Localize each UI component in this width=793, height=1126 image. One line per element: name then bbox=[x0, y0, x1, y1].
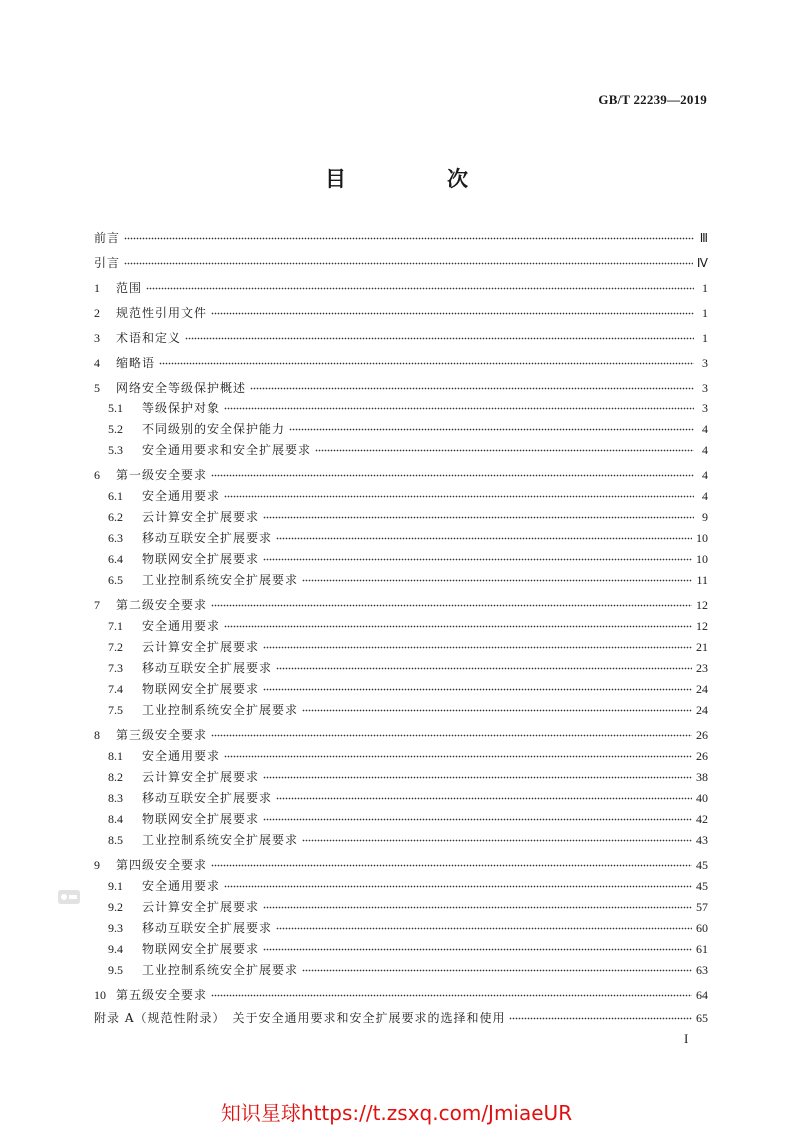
toc-leader-dots bbox=[224, 401, 694, 413]
toc-entry-page: 1 bbox=[702, 281, 708, 295]
toc-entry-title: 安全通用要求 bbox=[142, 619, 221, 633]
toc-leader-dots bbox=[124, 231, 694, 243]
toc-entry-number: 7.3 bbox=[108, 661, 123, 675]
toc-entry-title: 云计算安全扩展要求 bbox=[142, 640, 260, 654]
toc-entry-page: 4 bbox=[702, 422, 708, 436]
toc-entry-page: 9 bbox=[702, 510, 708, 524]
toc-entry[interactable] bbox=[108, 769, 708, 785]
toc-entry-page: 57 bbox=[696, 900, 708, 914]
toc-entry-page: 12 bbox=[696, 619, 708, 633]
toc-entry[interactable] bbox=[94, 467, 708, 483]
toc-leader-dots bbox=[276, 921, 692, 933]
toc-entry-title: 第四级安全要求 bbox=[116, 858, 208, 872]
toc-entry-title: 物联网安全扩展要求 bbox=[142, 682, 260, 696]
toc-leader-dots bbox=[263, 552, 692, 564]
toc-entry[interactable] bbox=[108, 811, 708, 827]
toc-entry-number: 3 bbox=[94, 331, 100, 345]
toc-entry-title: 第一级安全要求 bbox=[116, 468, 208, 482]
toc-entry[interactable] bbox=[94, 987, 708, 1003]
toc-entry[interactable] bbox=[108, 551, 708, 567]
toc-entry-number: 8.5 bbox=[108, 833, 123, 847]
toc-entry-page: 64 bbox=[696, 988, 708, 1002]
toc-entry[interactable] bbox=[94, 280, 708, 296]
toc-entry-title: 不同级别的安全保护能力 bbox=[142, 422, 286, 436]
toc-entry-number: 7.1 bbox=[108, 619, 123, 633]
toc-entry-title: 第五级安全要求 bbox=[116, 988, 208, 1002]
toc-entry-title: 移动互联安全扩展要求 bbox=[142, 531, 273, 545]
toc-entry-number: 6.5 bbox=[108, 573, 123, 587]
toc-entry[interactable] bbox=[94, 727, 708, 743]
toc-entry-number: 7.4 bbox=[108, 682, 123, 696]
toc-entry-page: 45 bbox=[696, 879, 708, 893]
toc-entry[interactable] bbox=[108, 702, 708, 718]
toc-entry[interactable] bbox=[94, 380, 708, 396]
toc-entry-number: 6.3 bbox=[108, 531, 123, 545]
toc-leader-dots bbox=[315, 443, 694, 455]
toc-leader-dots bbox=[146, 281, 694, 293]
toc-entry-number: 8.4 bbox=[108, 812, 123, 826]
toc-entry-page: 10 bbox=[696, 552, 708, 566]
toc-entry-page: 65 bbox=[696, 1011, 708, 1025]
toc-entry[interactable] bbox=[108, 748, 708, 764]
toc-leader-dots bbox=[302, 573, 692, 585]
toc-entry-number: 1 bbox=[94, 281, 100, 295]
toc-entry-title: 工业控制系统安全扩展要求 bbox=[142, 703, 299, 717]
toc-entry-title: 附录 A（规范性附录） 关于安全通用要求和安全扩展要求的选择和使用 bbox=[94, 1011, 506, 1025]
toc-entry[interactable] bbox=[94, 1010, 708, 1026]
toc-entry-page: 45 bbox=[696, 858, 708, 872]
toc-entry-title: 物联网安全扩展要求 bbox=[142, 812, 260, 826]
toc-leader-dots bbox=[250, 381, 694, 393]
toc-entry[interactable] bbox=[94, 857, 708, 873]
toc-entry-number: 6.4 bbox=[108, 552, 123, 566]
toc-entry-title: 移动互联安全扩展要求 bbox=[142, 791, 273, 805]
toc-entry-title: 安全通用要求和安全扩展要求 bbox=[142, 443, 312, 457]
standard-code: GB/T 22239—2019 bbox=[598, 92, 707, 107]
toc-entry-page: Ⅳ bbox=[696, 256, 708, 270]
toc-leader-dots bbox=[289, 422, 694, 434]
toc-entry[interactable] bbox=[94, 305, 708, 321]
toc-entry[interactable] bbox=[108, 832, 708, 848]
toc-entry-page: 21 bbox=[696, 640, 708, 654]
toc-entry-title: 工业控制系统安全扩展要求 bbox=[142, 963, 299, 977]
toc-entry-page: 1 bbox=[702, 306, 708, 320]
toc-leader-dots bbox=[211, 306, 694, 318]
toc-leader-dots bbox=[159, 356, 694, 368]
toc-entry-page: 42 bbox=[696, 812, 708, 826]
toc-leader-dots bbox=[276, 661, 692, 673]
toc-leader-dots bbox=[263, 510, 694, 522]
toc-entry-title: 云计算安全扩展要求 bbox=[142, 510, 260, 524]
toc-entry-title: 物联网安全扩展要求 bbox=[142, 942, 260, 956]
toc-entry-number: 7.2 bbox=[108, 640, 123, 654]
toc-entry-page: 23 bbox=[696, 661, 708, 675]
toc-entry-title: 术语和定义 bbox=[116, 331, 182, 345]
toc-entry-title: 云计算安全扩展要求 bbox=[142, 770, 260, 784]
toc-entry-page: 3 bbox=[702, 381, 708, 395]
toc-entry[interactable] bbox=[108, 790, 708, 806]
toc-entry-page: 4 bbox=[702, 489, 708, 503]
toc-entry-number: 7 bbox=[94, 598, 100, 612]
toc-entry-title: 网络安全等级保护概述 bbox=[116, 381, 247, 395]
toc-entry-title: 云计算安全扩展要求 bbox=[142, 900, 260, 914]
toc-leader-dots bbox=[263, 682, 692, 694]
toc-entry[interactable] bbox=[108, 660, 708, 676]
toc-leader-dots bbox=[263, 812, 692, 824]
toc-entry-number: 8.3 bbox=[108, 791, 123, 805]
toc-entry-page: 24 bbox=[696, 703, 708, 717]
toc-leader-dots bbox=[276, 531, 692, 543]
toc-leader-dots bbox=[211, 988, 692, 1000]
toc-leader-dots bbox=[185, 331, 694, 343]
toc-entry[interactable] bbox=[108, 639, 708, 655]
toc-entry-page: 40 bbox=[696, 791, 708, 805]
toc-leader-dots bbox=[509, 1011, 692, 1023]
toc-entry-number: 9.2 bbox=[108, 900, 123, 914]
toc-entry[interactable] bbox=[108, 878, 708, 894]
toc-entry-page: 26 bbox=[696, 728, 708, 742]
toc-leader-dots bbox=[211, 468, 694, 480]
side-logo-mark bbox=[58, 890, 80, 904]
toc-leader-dots bbox=[263, 770, 692, 782]
toc-leader-dots bbox=[224, 489, 694, 501]
toc-entry-title: 工业控制系统安全扩展要求 bbox=[142, 833, 299, 847]
toc-leader-dots bbox=[211, 728, 692, 740]
toc-entry[interactable] bbox=[108, 421, 708, 437]
toc-entry-number: 5.1 bbox=[108, 401, 123, 415]
toc-entry-number: 9.3 bbox=[108, 921, 123, 935]
toc-leader-dots bbox=[263, 942, 692, 954]
toc-entry[interactable] bbox=[108, 530, 708, 546]
toc-entry-title: 工业控制系统安全扩展要求 bbox=[142, 573, 299, 587]
toc-entry-title: 移动互联安全扩展要求 bbox=[142, 661, 273, 675]
toc-entry-page: 61 bbox=[696, 942, 708, 956]
page-number: I bbox=[684, 1031, 689, 1046]
toc-entry-title: 安全通用要求 bbox=[142, 749, 221, 763]
toc-leader-dots bbox=[263, 900, 692, 912]
toc-leader-dots bbox=[211, 858, 692, 870]
toc-entry-title: 等级保护对象 bbox=[142, 401, 221, 415]
toc-entry-number: 9 bbox=[94, 858, 100, 872]
toc-entry[interactable] bbox=[94, 597, 708, 613]
toc-entry-number: 8.1 bbox=[108, 749, 123, 763]
toc-entry-number: 2 bbox=[94, 306, 100, 320]
toc-entry-title: 前言 bbox=[94, 231, 121, 245]
toc-entry-number: 5.2 bbox=[108, 422, 123, 436]
toc-entry-title: 移动互联安全扩展要求 bbox=[142, 921, 273, 935]
toc-entry-title: 缩略语 bbox=[116, 356, 156, 370]
toc-entry-page: 1 bbox=[702, 331, 708, 345]
toc-entry-page: 4 bbox=[702, 468, 708, 482]
toc-entry-title: 物联网安全扩展要求 bbox=[142, 552, 260, 566]
toc-entry-page: 24 bbox=[696, 682, 708, 696]
toc-entry[interactable] bbox=[108, 899, 708, 915]
toc-entry-number: 7.5 bbox=[108, 703, 123, 717]
toc-leader-dots bbox=[302, 963, 692, 975]
toc-entry-number: 5.3 bbox=[108, 443, 123, 457]
toc-leader-dots bbox=[302, 703, 692, 715]
toc-entry[interactable] bbox=[108, 941, 708, 957]
toc-entry-number: 4 bbox=[94, 356, 100, 370]
toc-entry-number: 8 bbox=[94, 728, 100, 742]
toc-entry-title: 规范性引用文件 bbox=[116, 306, 208, 320]
toc-leader-dots bbox=[276, 791, 692, 803]
toc-entry-number: 6.2 bbox=[108, 510, 123, 524]
toc-entry-page: 4 bbox=[702, 443, 708, 457]
toc-entry-number: 9.4 bbox=[108, 942, 123, 956]
toc-entry-page: 3 bbox=[702, 401, 708, 415]
toc-entry[interactable] bbox=[108, 681, 708, 697]
toc-entry-page: 38 bbox=[696, 770, 708, 784]
toc-entry-title: 第二级安全要求 bbox=[116, 598, 208, 612]
toc-entry[interactable] bbox=[108, 618, 708, 634]
toc-entry-title: 范围 bbox=[116, 281, 143, 295]
toc-entry-number: 8.2 bbox=[108, 770, 123, 784]
toc-entry-title: 安全通用要求 bbox=[142, 879, 221, 893]
toc-entry-number: 10 bbox=[94, 988, 106, 1002]
toc-entry[interactable] bbox=[94, 230, 708, 246]
watermark-link[interactable]: 知识星球https://t.zsxq.com/JmiaeUR bbox=[220, 1101, 573, 1125]
toc-entry-title: 引言 bbox=[94, 256, 121, 270]
toc-entry-page: 26 bbox=[696, 749, 708, 763]
toc-entry-page: 63 bbox=[696, 963, 708, 977]
toc-entry-number: 9.1 bbox=[108, 879, 123, 893]
toc-leader-dots bbox=[224, 619, 692, 631]
toc-leader-dots bbox=[263, 640, 692, 652]
toc-entry[interactable] bbox=[108, 488, 708, 504]
toc-entry-title: 第三级安全要求 bbox=[116, 728, 208, 742]
toc-entry-page: 10 bbox=[696, 531, 708, 545]
toc-entry-page: 3 bbox=[702, 356, 708, 370]
toc-entry-page: 43 bbox=[696, 833, 708, 847]
toc-leader-dots bbox=[224, 749, 692, 761]
toc-entry[interactable] bbox=[108, 962, 708, 978]
toc-entry[interactable] bbox=[108, 509, 708, 525]
toc-entry-number: 9.5 bbox=[108, 963, 123, 977]
toc-leader-dots bbox=[211, 598, 692, 610]
toc-entry-title: 安全通用要求 bbox=[142, 489, 221, 503]
toc-entry-number: 6.1 bbox=[108, 489, 123, 503]
toc-entry-page: 12 bbox=[696, 598, 708, 612]
toc-leader-dots bbox=[302, 833, 692, 845]
page-title: 目 次 bbox=[325, 167, 508, 191]
toc-entry[interactable] bbox=[108, 572, 708, 588]
toc-entry[interactable] bbox=[108, 442, 708, 458]
toc-entry-page: 60 bbox=[696, 921, 708, 935]
toc-entry-number: 6 bbox=[94, 468, 100, 482]
toc-entry[interactable] bbox=[94, 355, 708, 371]
toc-leader-dots bbox=[224, 879, 692, 891]
toc-entry-number: 5 bbox=[94, 381, 100, 395]
toc-leader-dots bbox=[124, 256, 693, 268]
toc-entry[interactable] bbox=[108, 400, 708, 416]
toc-entry-page: 11 bbox=[696, 573, 708, 587]
toc-entry-page: Ⅲ bbox=[699, 231, 708, 245]
toc-entry[interactable] bbox=[108, 920, 708, 936]
toc-entry[interactable] bbox=[94, 255, 708, 271]
toc-entry[interactable] bbox=[94, 330, 708, 346]
